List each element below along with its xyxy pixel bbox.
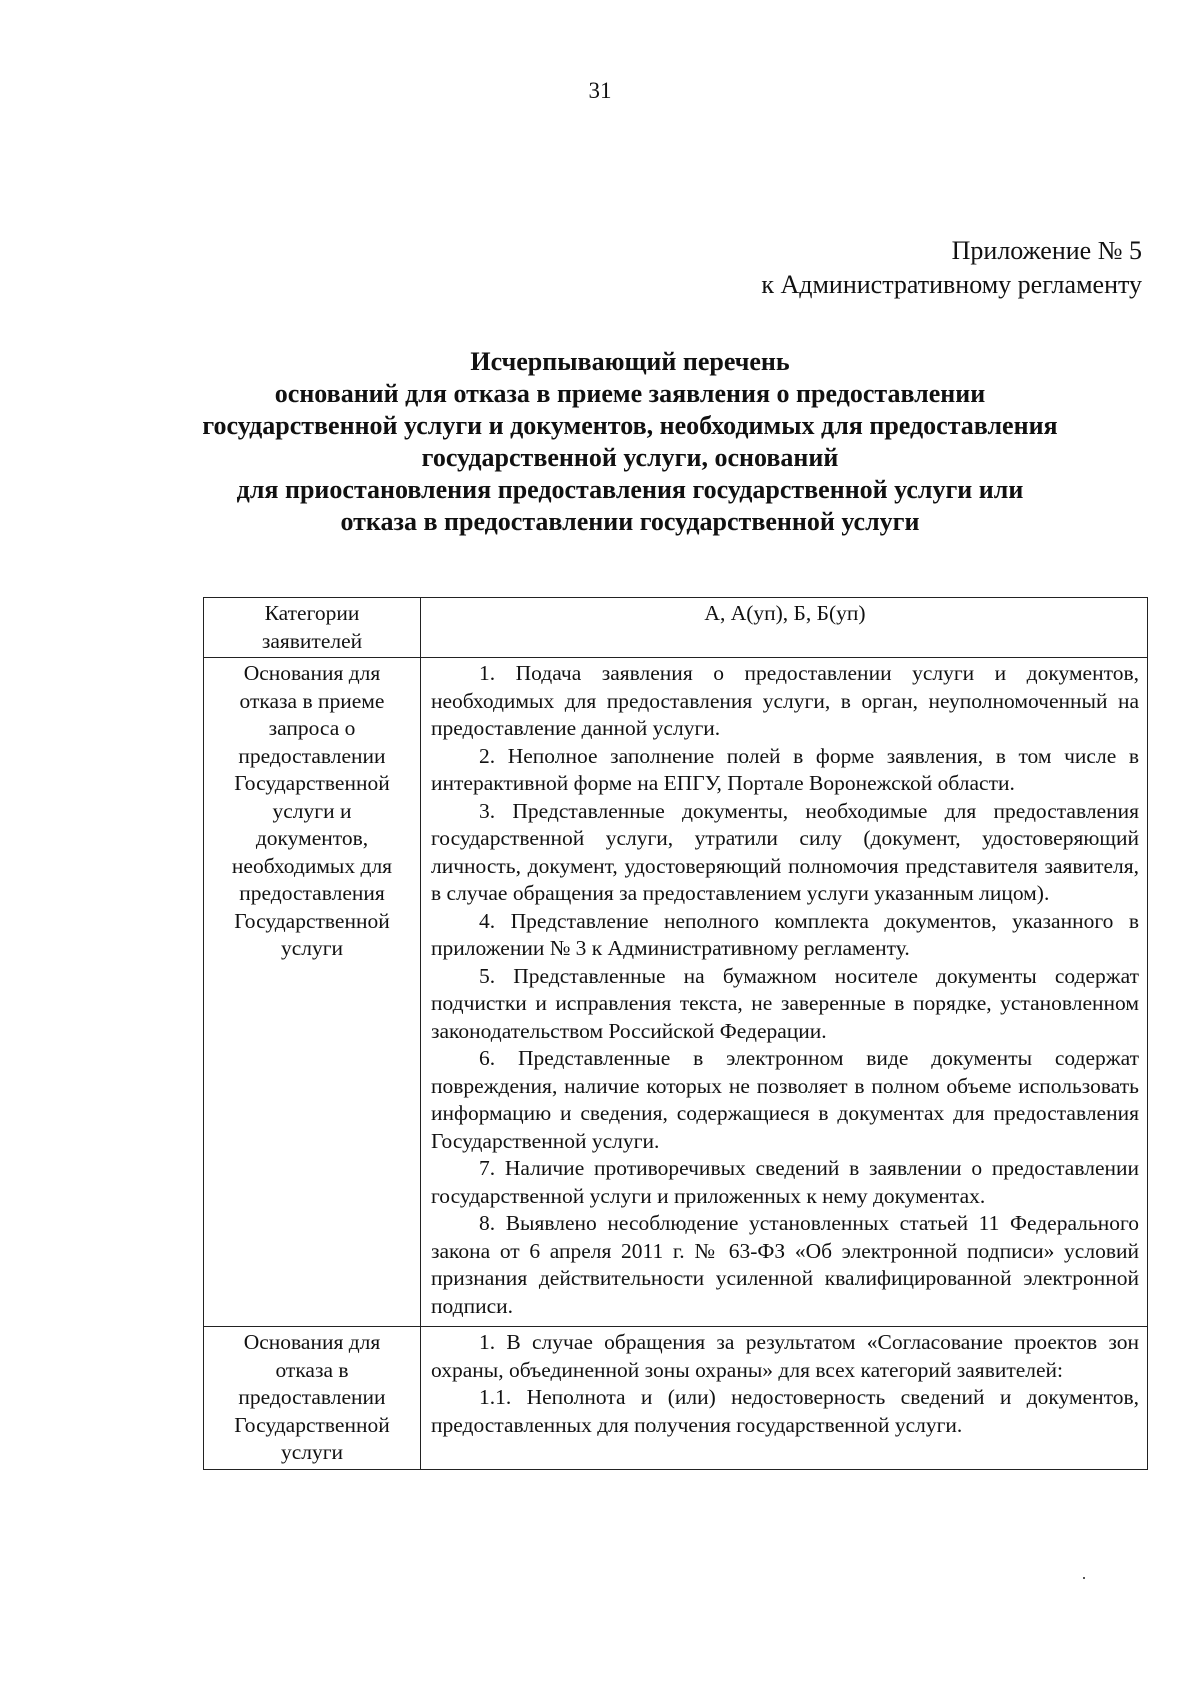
page-number: 31 bbox=[588, 78, 612, 103]
category-line: Основания для bbox=[243, 661, 381, 685]
category-line: услуги и bbox=[272, 798, 352, 823]
category-line: услуги bbox=[280, 936, 344, 960]
category-line: Государственной bbox=[234, 1412, 390, 1437]
table-header-row bbox=[204, 598, 1148, 658]
list-item: 8. Выявлено несоблюдение установленных статьей 11 Федерального закона от 6 апреля 2011 г. № 63-ФЗ «Об электронной подписи» условий признания действительности усиленной квалифицированной электронной подписи. bbox=[431, 1211, 1139, 1318]
category-line: Государственной bbox=[234, 771, 390, 795]
category-header-line: Категории bbox=[264, 601, 360, 625]
category-line: отказа в bbox=[275, 1357, 349, 1382]
title-line: государственной услуги, оснований bbox=[421, 443, 839, 472]
category-line: запроса о bbox=[268, 716, 356, 740]
appendix-reference bbox=[761, 234, 1142, 302]
applicant-categories-cell: А, А(уп), Б, Б(уп) bbox=[421, 598, 1148, 658]
list-item: 2. Неполное заполнение полей в форме заявления, в том числе в интерактивной форме на ЕПГУ, Портале Воронежской области. bbox=[431, 743, 1139, 795]
title-line: оснований для отказа в приеме заявления о предоставлении bbox=[274, 379, 986, 408]
title-line: отказа в предоставлении государственной услуги bbox=[340, 507, 920, 536]
category-line: предоставлении bbox=[238, 743, 386, 768]
category-line: Основания для bbox=[243, 1330, 381, 1354]
refusal-provision-grounds-cell bbox=[421, 1327, 1148, 1470]
category-line: отказа в приеме bbox=[239, 688, 385, 713]
table-row bbox=[204, 658, 1148, 1327]
category-header-cell bbox=[204, 598, 421, 658]
refusal-acceptance-label-cell bbox=[204, 658, 421, 1327]
list-item: 5. Представленные на бумажном носителе документы содержат подчистки и исправления текста, не заверенные в порядке, установленном законодательством Российской Федерации. bbox=[431, 963, 1139, 1043]
category-line: документов, bbox=[255, 826, 369, 850]
appendix-line-1: Приложение № 5 bbox=[951, 236, 1142, 265]
document-title bbox=[190, 346, 1070, 538]
category-line: предоставления bbox=[239, 881, 385, 905]
grounds-table bbox=[203, 597, 1148, 1470]
category-line: Государственной bbox=[234, 908, 390, 933]
list-item: 3. Представленные документы, необходимые для предоставления государственной услуги, утратили силу (документ, удостоверяющий личность, документ, удостоверяющий полномочия представителя заявителя, в случае обращения за предоставлением услуги указанным лицом). bbox=[431, 798, 1139, 905]
list-item: 1. Подача заявления о предоставлении услуги и документов, необходимых для предоставления услуги, в орган, неуполномоченный на предоставление данной услуги. bbox=[431, 661, 1139, 740]
category-line: услуги bbox=[280, 1440, 344, 1464]
list-item: 7. Наличие противоречивых сведений в заявлении о предоставлении государственной услуги и приложенных к нему документах. bbox=[431, 1156, 1139, 1208]
title-line: Исчерпывающий перечень bbox=[470, 347, 790, 376]
list-item: 1. В случае обращения за результатом «Согласование проектов зон охраны, объединенной зоны охраны» для всех категорий заявителей: bbox=[431, 1330, 1139, 1382]
list-item: 1.1. Неполнота и (или) недостоверность сведений и документов, предоставленных для получения государственной услуги. bbox=[431, 1385, 1139, 1437]
scan-speck bbox=[1083, 1577, 1085, 1579]
refusal-provision-label-cell bbox=[204, 1327, 421, 1470]
appendix-line-2: к Административному регламенту bbox=[761, 270, 1142, 299]
title-line: государственной услуги и документов, необходимых для предоставления bbox=[202, 411, 1058, 440]
title-line: для приостановления предоставления государственной услуги или bbox=[236, 475, 1024, 504]
refusal-acceptance-grounds-cell bbox=[421, 658, 1148, 1327]
list-item: 4. Представление неполного комплекта документов, указанного в приложении № 3 к Административному регламенту. bbox=[431, 908, 1139, 960]
table-row bbox=[204, 1327, 1148, 1470]
list-item: 6. Представленные в электронном виде документы содержат повреждения, наличие которых не позволяет в полном объеме использовать информацию и сведения, содержащиеся в документах для предоставления Государственной услуги. bbox=[431, 1046, 1139, 1153]
category-line: необходимых для bbox=[231, 853, 393, 878]
category-line: предоставлении bbox=[238, 1385, 386, 1409]
category-header-line: заявителей bbox=[261, 628, 363, 653]
